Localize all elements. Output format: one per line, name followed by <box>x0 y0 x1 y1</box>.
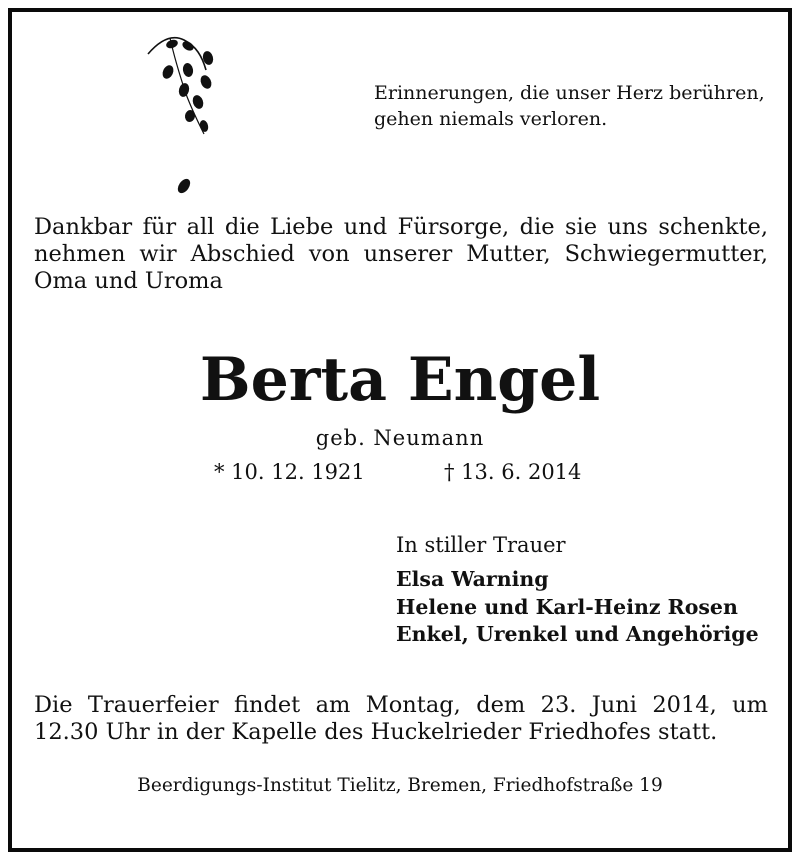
birth-date: * 10. 12. 1921 <box>214 460 365 484</box>
mourner-name: Elsa Warning <box>396 567 549 591</box>
memorial-quote <box>374 80 774 132</box>
mourner-name: Helene und Karl-Heinz Rosen <box>396 594 738 619</box>
funeral-line-2: 12.30 Uhr in der Kapelle des Huckelrieder Friedhofes statt. <box>34 719 718 745</box>
maiden-name: geb. Neumann <box>315 426 485 450</box>
mourners-list <box>396 566 759 649</box>
intro-line-2: nehmen wir Abschied von unserer Mutter, Schwiegermutter, <box>34 241 768 267</box>
mourner-name: Enkel, Urenkel und Angehörige <box>396 622 759 646</box>
intro-line-1: Dankbar für all die Liebe und Fürsorge, die sie uns schenkte, <box>34 214 768 240</box>
deceased-name: Berta Engel <box>199 345 601 415</box>
intro-text <box>34 214 768 295</box>
funeral-line-1: Die Trauerfeier findet am Montag, dem 23. Juni 2014, um <box>34 692 768 718</box>
intro-line-3: Oma und Uroma <box>34 268 223 294</box>
death-date: † 13. 6. 2014 <box>444 460 582 484</box>
quote-line-1: Erinnerungen, die unser Herz berühren, <box>374 82 765 104</box>
quote-line-2: gehen niemals verloren. <box>374 108 608 130</box>
mourning-heading: In stiller Trauer <box>396 533 566 557</box>
leaf-branch-icon <box>140 26 230 206</box>
undertaker-info: Beerdigungs-Institut Tielitz, Bremen, Friedhofstraße 19 <box>137 775 663 796</box>
funeral-info <box>34 692 768 746</box>
